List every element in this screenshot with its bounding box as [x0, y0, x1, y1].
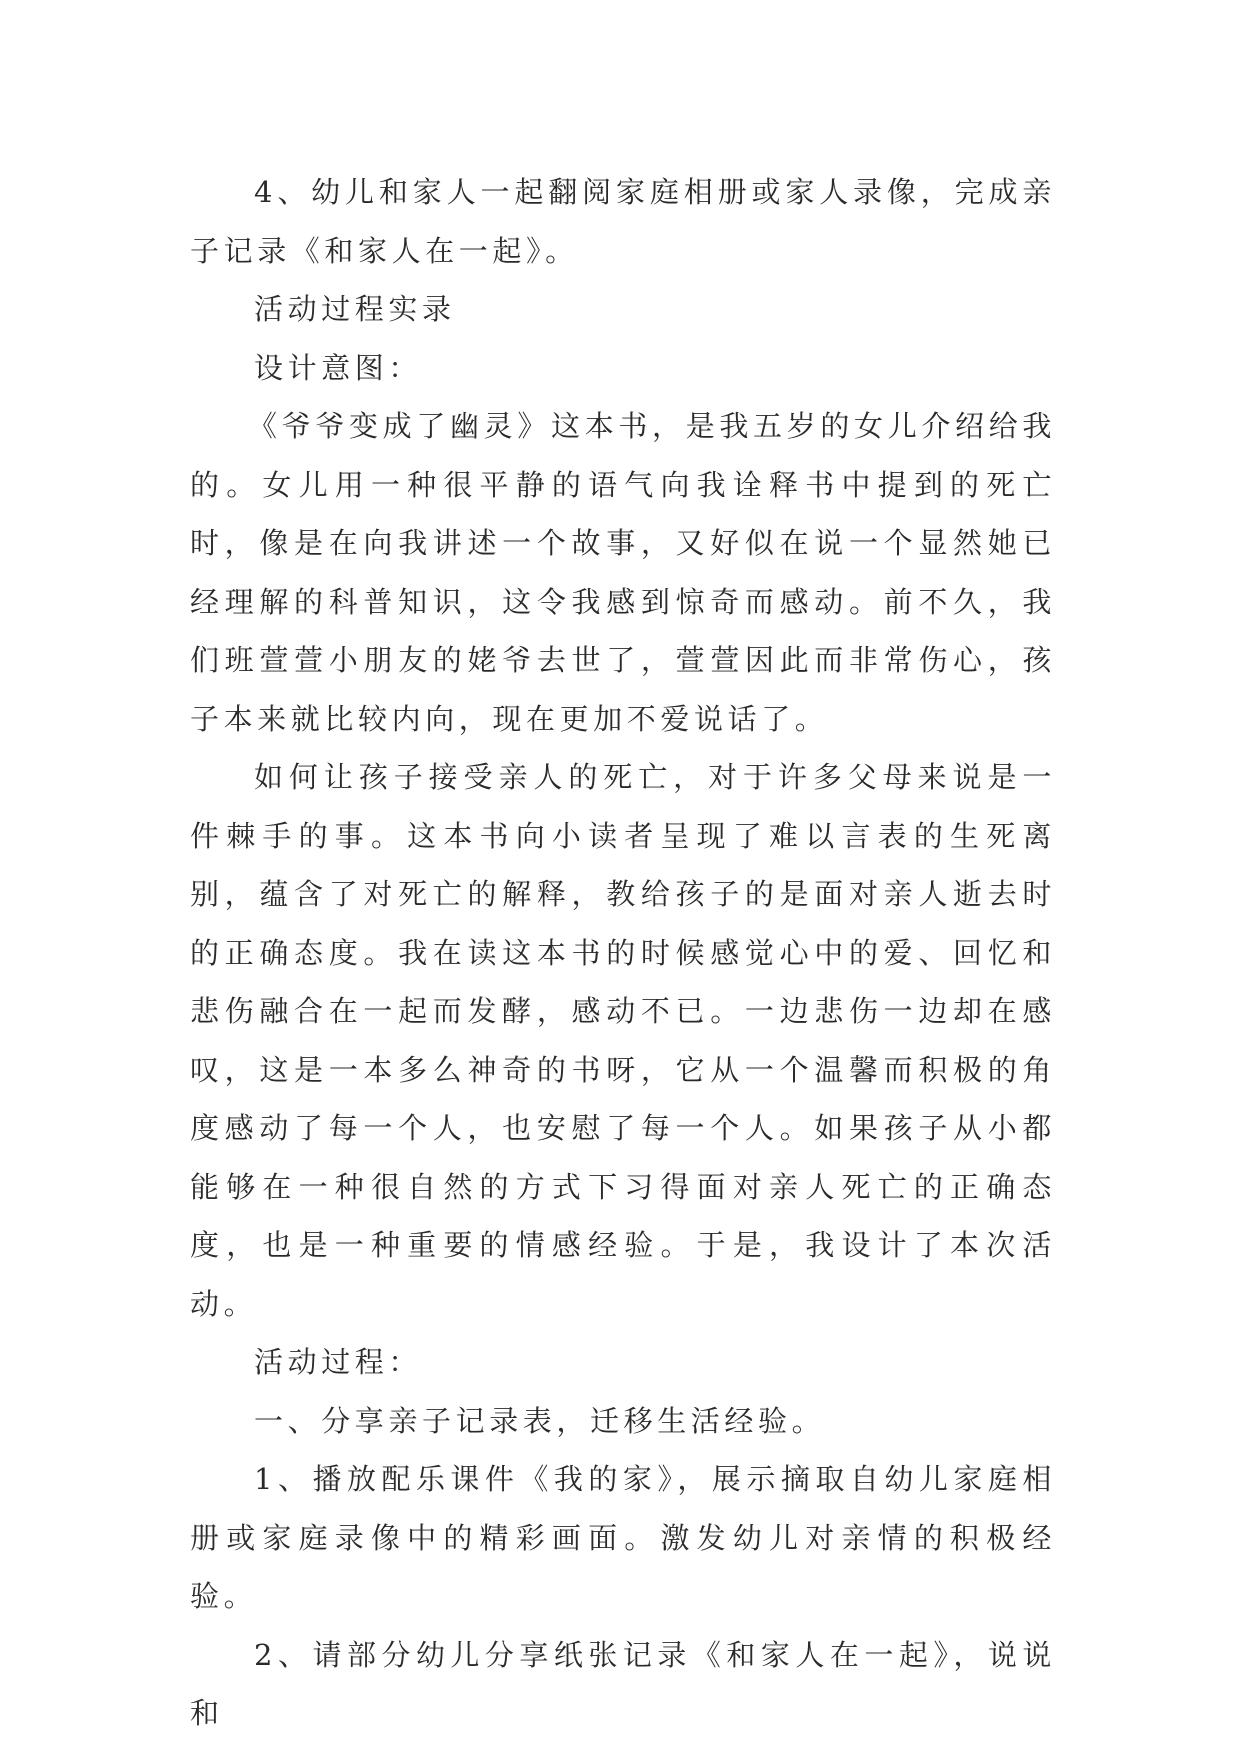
paragraph-book-reflection: 如何让孩子接受亲人的死亡，对于许多父母来说是一件棘手的事。这本书向小读者呈现了难以言表的生死离别，蕴含了对死亡的解释，教给孩子的是面对亲人逝去时的正确态度。我在读这本书的时候感觉心中的爱、回忆和悲伤融合在一起而发酵，感动不已。一边悲伤一边却在感叹，这是一本多么神奇的书呀，它从一个温馨而积极的角度感动了每一个人，也安慰了每一个人。如果孩子从小都能够在一种很自然的方式下习得面对亲人死亡的正确态度，也是一种重要的情感经验。于是，我设计了本次活动。 — [190, 760, 1056, 1321]
document-body — [190, 163, 1056, 1743]
heading-section-one: 一、分享亲子记录表，迁移生活经验。 — [254, 1403, 826, 1438]
paragraph-step-4: 4、幼儿和家人一起翻阅家庭相册或家人录像，完成亲子记录《和家人在一起》。 — [190, 175, 1056, 268]
heading-activity-process: 活动过程： — [254, 1345, 423, 1379]
heading-activity-record: 活动过程实录 — [254, 292, 456, 326]
paragraph-step-2: 2、请部分幼儿分享纸张记录《和家人在一起》，说说和 — [190, 1637, 1056, 1730]
heading-design-intent: 设计意图： — [254, 350, 423, 385]
paragraph-design-intent: 《爷爷变成了幽灵》这本书，是我五岁的女儿介绍给我的。女儿用一种很平静的语气向我诠释书中提到的死亡时，像是在向我讲述一个故事，又好似在说一个显然她已经理解的科普知识，这令我感到惊奇而感动。前不久，我们班萱萱小朋友的姥爷去世了，萱萱因此而非常伤心，孩子本来就比较内向，现在更加不爱说话了。 — [190, 409, 1056, 736]
paragraph-step-1: 1、播放配乐课件《我的家》，展示摘取自幼儿家庭相册或家庭录像中的精彩画面。激发幼儿对亲情的积极经验。 — [190, 1462, 1056, 1613]
